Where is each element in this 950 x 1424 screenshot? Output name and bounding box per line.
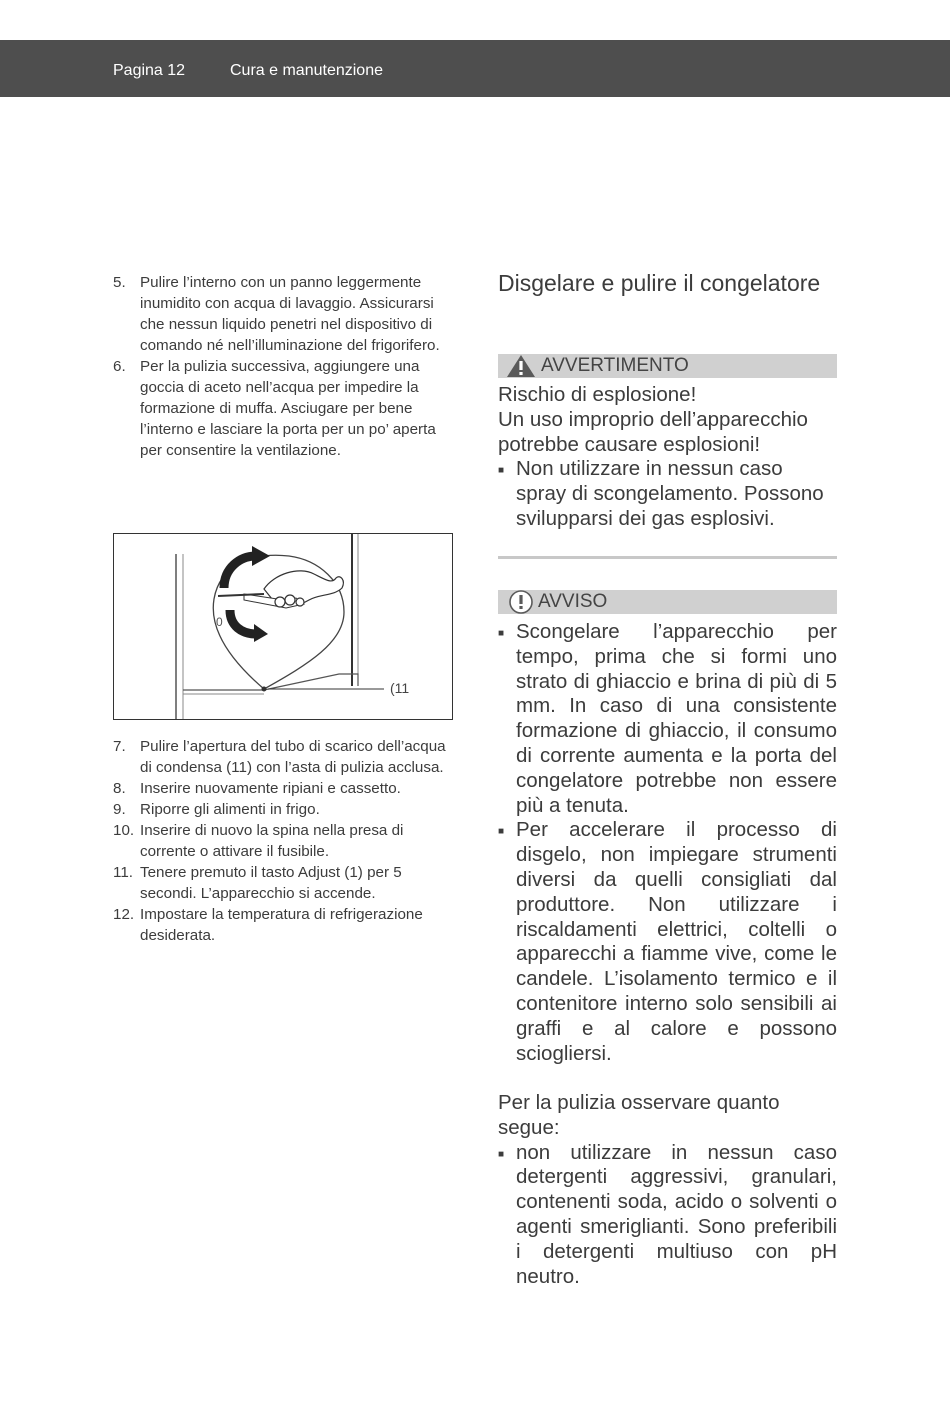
list-item	[113, 862, 453, 904]
cleaning-intro: Per la pulizia osservare quanto segue:	[498, 1091, 780, 1139]
bullet-icon: ■	[498, 465, 505, 477]
step-number: 5.	[113, 274, 126, 291]
list-item	[113, 272, 453, 356]
step-text: Inserire nuovamente ripiani e cassetto.	[140, 780, 401, 797]
list-item	[113, 904, 453, 946]
step-number: 12.	[113, 906, 135, 923]
steps-list-top	[113, 272, 453, 461]
warning-body	[498, 383, 837, 532]
notice-body	[498, 620, 837, 1066]
warning-triangle-icon	[506, 354, 536, 385]
list-item	[113, 736, 453, 778]
notice-label: AVVISO	[538, 591, 608, 612]
step-text: Riporre gli alimenti in frigo.	[140, 801, 320, 818]
list-item	[113, 778, 453, 799]
cleaning-bullet-text: non utilizzare in nessun caso detergenti aggressivi, granulari, contenenti soda, acido o solventi o agenti smeriglianti. Sono preferibili i detergenti multiuso con pH neutro.	[516, 1140, 837, 1288]
list-item	[113, 356, 453, 461]
list-item	[498, 457, 837, 531]
section-title: Disgelare e pulire il congelatore	[498, 270, 821, 296]
list-item	[498, 818, 837, 1066]
step-text: Pulire l’apertura del tubo di scarico dell’acqua di condensa (11) con l’asta di pulizia acclusa.	[140, 738, 446, 776]
warning-header	[498, 354, 837, 378]
warning-label: AVVERTIMENTO	[541, 355, 689, 376]
warning-line-2: Un uso improprio dell’apparecchio potrebbe causare esplosioni!	[498, 407, 808, 456]
figure-callout: (11	[390, 680, 410, 696]
step-number: 11.	[113, 864, 133, 881]
bullet-icon: ■	[498, 1148, 505, 1160]
page-header	[0, 40, 950, 97]
cleaning-section	[498, 1091, 837, 1289]
bullet-icon: ■	[498, 826, 505, 838]
step-number: 7.	[113, 738, 126, 755]
step-number: 9.	[113, 801, 126, 818]
notice-bullet-text: Per accelerare il processo di disgelo, non impiegare strumenti diversi da quelli consigliati dal produttore. Non utilizzare i riscaldamenti elettrici, coltelli o apparecchi a fiamme vive, come le candele. L’isolamento termico e il contenitore interno solo sensibili ai graffi e al calore e possono sciogliersi.	[516, 818, 837, 1065]
exclamation-circle-icon	[508, 590, 534, 621]
svg-text:0: 0	[216, 615, 223, 629]
list-item	[498, 620, 837, 818]
warning-bullet-text: Non utilizzare in nessun caso spray di scongelamento. Possono svilupparsi dei gas esplosivi.	[516, 457, 824, 530]
step-number: 6.	[113, 358, 126, 375]
page-number: Pagina 12	[113, 62, 186, 79]
notice-bullet-text: Scongelare l’apparecchio per tempo, prima che si formi uno strato di ghiaccio e brina di più di 5 mm. In caso di una consistente formazione di ghiaccio, il consumo di corrente aumenta e la porta del congelatore potrebbe non essere più a tenuta.	[516, 620, 837, 817]
drain-cleaning-illustration	[113, 533, 453, 720]
list-item	[113, 820, 453, 862]
steps-list-bottom	[113, 736, 453, 946]
step-text: Per la pulizia successiva, aggiungere una goccia di aceto nell’acqua per impedire la formazione di muffa. Asciugare per bene l’interno e lasciare la porta per un po’ aperta per consentire la ventilazione.	[140, 358, 436, 459]
warning-divider	[498, 556, 837, 559]
step-text: Impostare la temperatura di refrigerazione desiderata.	[140, 906, 423, 944]
warning-line-1: Rischio di esplosione!	[498, 383, 697, 406]
section-name: Cura e manutenzione	[230, 62, 383, 79]
list-item	[113, 799, 453, 820]
step-number: 8.	[113, 780, 126, 797]
step-number: 10.	[113, 822, 135, 839]
step-text: Tenere premuto il tasto Adjust (1) per 5 secondi. L’apparecchio si accende.	[140, 864, 402, 902]
step-text: Pulire l’interno con un panno leggermente inumidito con acqua di lavaggio. Assicurarsi che nessun liquido penetri nel dispositivo di comando né nell’illuminazione del frigorifero.	[140, 274, 440, 354]
bullet-icon: ■	[498, 628, 505, 639]
step-text: Inserire di nuovo la spina nella presa di corrente o attivare il fusibile.	[140, 822, 404, 860]
notice-header	[498, 590, 837, 614]
list-item	[498, 1141, 837, 1290]
